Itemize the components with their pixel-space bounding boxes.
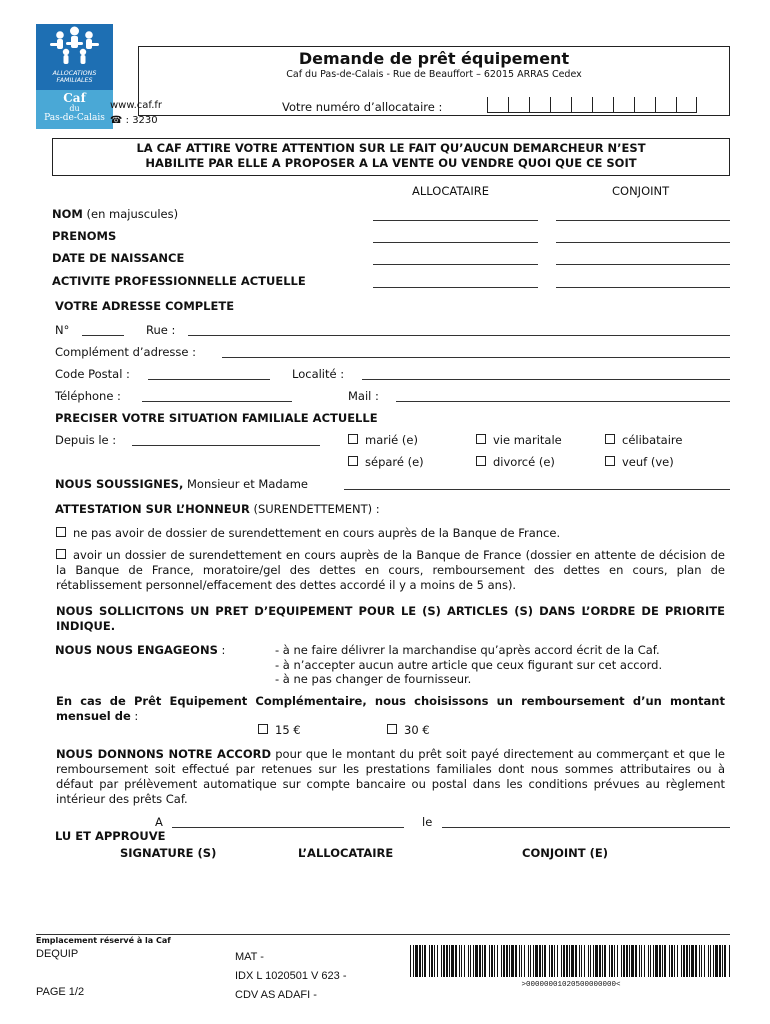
lieu-field[interactable] bbox=[172, 827, 404, 828]
checkbox-icon[interactable] bbox=[387, 724, 397, 734]
engageons-list bbox=[275, 643, 662, 687]
attestation-rest: (SURENDETTEMENT) : bbox=[249, 502, 380, 516]
logo-du-text: du bbox=[69, 104, 80, 113]
nom-label-text: NOM bbox=[52, 207, 83, 221]
telephone-label: Téléphone : bbox=[55, 389, 121, 403]
option-30-euros[interactable] bbox=[387, 723, 430, 737]
engageons-item: - à n’accepter aucun autre article que ceux figurant sur cet accord. bbox=[275, 657, 663, 672]
option-vie-maritale[interactable] bbox=[476, 433, 562, 447]
option-divorce[interactable] bbox=[476, 455, 555, 469]
naissance-allocataire-field[interactable] bbox=[373, 264, 538, 265]
option-celibataire[interactable] bbox=[605, 433, 682, 447]
code-postal-field[interactable] bbox=[148, 379, 270, 380]
family-heading: PRECISER VOTRE SITUATION FAMILIALE ACTUELLE bbox=[55, 411, 378, 425]
nom-conjoint-field[interactable] bbox=[556, 220, 730, 221]
digit-box[interactable] bbox=[676, 97, 697, 113]
checkbox-icon[interactable] bbox=[476, 456, 486, 466]
attestation-lead: ATTESTATION SUR L’HONNEUR bbox=[55, 502, 250, 516]
address-heading: VOTRE ADRESSE COMPLETE bbox=[55, 299, 235, 313]
checkbox-icon[interactable] bbox=[476, 434, 486, 444]
attestation-option-1[interactable] bbox=[56, 526, 725, 541]
option-label: célibataire bbox=[622, 433, 683, 447]
soussignes-label bbox=[55, 477, 308, 491]
footer-codes bbox=[235, 948, 347, 1005]
reserved-area-label: Emplacement réservé à la Caf bbox=[36, 936, 171, 945]
localite-field[interactable] bbox=[362, 379, 730, 380]
attestation-option-1-text: ne pas avoir de dossier de surendettement en cours auprès de la Banque de France. bbox=[73, 526, 561, 540]
option-label: veuf (ve) bbox=[622, 455, 674, 469]
date-field[interactable] bbox=[442, 827, 730, 828]
digit-box[interactable] bbox=[592, 97, 613, 113]
complementaire-statement bbox=[56, 694, 725, 724]
option-separe[interactable] bbox=[348, 455, 424, 469]
activite-conjoint-field[interactable] bbox=[556, 287, 730, 288]
option-marie[interactable] bbox=[348, 433, 418, 447]
option-label: divorcé (e) bbox=[493, 455, 555, 469]
engageons-label bbox=[55, 643, 225, 657]
complement-label: Complément d’adresse : bbox=[55, 345, 197, 359]
warning-box bbox=[52, 138, 730, 176]
mail-label: Mail : bbox=[348, 389, 379, 403]
complementaire-colon: : bbox=[130, 709, 139, 723]
cdv-code: CDV AS ADAFI - bbox=[235, 989, 317, 1001]
logo-family-emblem bbox=[36, 24, 113, 90]
complementaire-text: En cas de Prêt Equipement Complémentaire, nous choisissons un remboursement d’un montant mensuel de bbox=[56, 694, 725, 723]
option-15-label: 15 € bbox=[275, 723, 301, 737]
accord-statement bbox=[56, 747, 725, 807]
warning-line-1: LA CAF ATTIRE VOTRE ATTENTION SUR LE FAIT QU’AUCUN DEMARCHEUR N’EST bbox=[136, 141, 646, 155]
complement-field[interactable] bbox=[222, 357, 730, 358]
telephone-field[interactable] bbox=[142, 401, 292, 402]
numero-label: N° bbox=[55, 323, 70, 337]
prenoms-conjoint-field[interactable] bbox=[556, 242, 730, 243]
localite-label: Localité : bbox=[292, 367, 345, 381]
depuis-field[interactable] bbox=[132, 445, 320, 446]
prenoms-allocataire-field[interactable] bbox=[373, 242, 538, 243]
engageons-item: - à ne pas changer de fournisseur. bbox=[275, 672, 472, 686]
checkbox-icon[interactable] bbox=[605, 456, 615, 466]
option-30-label: 30 € bbox=[404, 723, 430, 737]
option-label: séparé (e) bbox=[365, 455, 424, 469]
warning-line-2: HABILITE PAR ELLE A PROPOSER A LA VENTE OU VENDRE QUOI QUE CE SOIT bbox=[145, 156, 637, 170]
lu-approuve: LU ET APPROUVE bbox=[55, 829, 166, 843]
caf-logo bbox=[36, 24, 113, 129]
barcode-text: >00000001020500000000< bbox=[521, 981, 621, 989]
logo-caf-text: Caf bbox=[63, 91, 86, 105]
soussignes-field[interactable] bbox=[344, 489, 730, 490]
attestation-heading bbox=[55, 502, 380, 516]
signature-conjoint-label: CONJOINT (E) bbox=[522, 846, 609, 860]
phone-icon: ☎ bbox=[110, 115, 123, 126]
activite-label: ACTIVITE PROFESSIONNELLE ACTUELLE bbox=[52, 274, 306, 288]
family-figures-icon bbox=[36, 24, 113, 70]
checkbox-icon[interactable] bbox=[56, 549, 66, 559]
checkbox-icon[interactable] bbox=[258, 724, 268, 734]
nom-hint: (en majuscules) bbox=[82, 207, 179, 221]
naissance-conjoint-field[interactable] bbox=[556, 264, 730, 265]
sollicitons-statement: NOUS SOLLICITONS UN PRET D’EQUIPEMENT POUR LE (S) ARTICLES (S) DANS L’ORDRE DE PRIORITE INDIQUE. bbox=[56, 604, 725, 633]
logo-region-block bbox=[36, 90, 113, 129]
digit-box[interactable] bbox=[613, 97, 634, 113]
date-label: le bbox=[422, 815, 433, 829]
digit-box[interactable] bbox=[508, 97, 529, 113]
accord-lead: NOUS DONNONS NOTRE ACCORD bbox=[56, 747, 271, 761]
website-link[interactable]: www.caf.fr bbox=[110, 100, 163, 111]
logo-text-familiales: FAMILIALES bbox=[56, 77, 93, 84]
attestation-option-2-text: avoir un dossier de surendettement en cours auprès de la Banque de France (dossier en attente de décision de la Banque de France, moratoire/gel des dettes en cours, remboursement des dettes en cours, plan de rétablissement personnel/effacement des dettes accordé il y a moins de 5 ans). bbox=[56, 548, 725, 592]
depuis-label: Depuis le : bbox=[55, 433, 117, 447]
rue-label: Rue : bbox=[146, 323, 176, 337]
page-title: Demande de prêt équipement bbox=[298, 49, 570, 68]
mat-code: MAT - bbox=[235, 951, 264, 963]
checkbox-icon[interactable] bbox=[348, 434, 358, 444]
nom-allocataire-field[interactable] bbox=[373, 220, 538, 221]
logo-text-allocations: ALLOCATIONS bbox=[52, 70, 97, 77]
column-header-conjoint: CONJOINT bbox=[612, 184, 670, 198]
option-label: marié (e) bbox=[365, 433, 418, 447]
footer-divider bbox=[36, 934, 730, 935]
checkbox-icon[interactable] bbox=[56, 527, 66, 537]
soussignes-lead: NOUS SOUSSIGNES, bbox=[55, 477, 184, 491]
digit-box[interactable] bbox=[571, 97, 592, 113]
engageons-colon: : bbox=[217, 643, 226, 657]
digit-box[interactable] bbox=[655, 97, 676, 113]
digit-box[interactable] bbox=[529, 97, 550, 113]
lieu-label: A bbox=[155, 815, 163, 829]
checkbox-icon[interactable] bbox=[605, 434, 615, 444]
nom-label bbox=[52, 207, 178, 221]
option-veuf[interactable] bbox=[605, 455, 674, 469]
option-label: vie maritale bbox=[493, 433, 562, 447]
dequip-code: DEQUIP bbox=[36, 948, 79, 960]
activite-allocataire-field[interactable] bbox=[373, 287, 538, 288]
barcode bbox=[410, 945, 732, 977]
rue-field[interactable] bbox=[188, 335, 730, 336]
contact-info bbox=[110, 98, 162, 128]
mail-field[interactable] bbox=[396, 401, 730, 402]
digit-box[interactable] bbox=[487, 97, 508, 113]
allocataire-number-field[interactable] bbox=[487, 97, 697, 113]
digit-box[interactable] bbox=[550, 97, 571, 113]
signature-label: SIGNATURE (S) bbox=[120, 846, 217, 860]
phone-line bbox=[110, 113, 162, 128]
phone-number: : 3230 bbox=[122, 115, 158, 126]
idx-code: IDX L 1020501 V 623 - bbox=[235, 970, 347, 982]
barcode-bar bbox=[729, 945, 730, 977]
digit-box[interactable] bbox=[634, 97, 655, 113]
engageons-lead: NOUS NOUS ENGAGEONS bbox=[55, 643, 218, 657]
logo-region-text: Pas-de-Calais bbox=[44, 113, 105, 123]
code-postal-label: Code Postal : bbox=[55, 367, 130, 381]
column-header-allocataire: ALLOCATAIRE bbox=[412, 184, 489, 198]
allocataire-number-label: Votre numéro d’allocataire : bbox=[282, 100, 443, 114]
option-15-euros[interactable] bbox=[258, 723, 301, 737]
accord-text: pour que le montant du prêt soit payé directement au commerçant et que le remboursement soit effectué par retenues sur les prestations familiales dont nous sommes attributaires ou à défaut par prélèvement automatique sur compte bancaire ou postal dans les conditions prévues au règlement intérieur des prêts Caf. bbox=[56, 747, 725, 806]
prenoms-label: PRENOMS bbox=[52, 229, 117, 243]
signature-allocataire-label: L’ALLOCATAIRE bbox=[298, 846, 394, 860]
attestation-option-2[interactable] bbox=[56, 548, 725, 593]
engageons-item: - à ne faire délivrer la marchandise qu’après accord écrit de la Caf. bbox=[275, 643, 660, 657]
numero-field[interactable] bbox=[82, 335, 124, 336]
caf-address: Caf du Pas-de-Calais - Rue de Beauffort – 62015 ARRAS Cedex bbox=[286, 69, 582, 80]
page-number: PAGE 1/2 bbox=[36, 986, 85, 998]
soussignes-rest: Monsieur et Madame bbox=[183, 477, 308, 491]
naissance-label: DATE DE NAISSANCE bbox=[52, 251, 185, 265]
checkbox-icon[interactable] bbox=[348, 456, 358, 466]
